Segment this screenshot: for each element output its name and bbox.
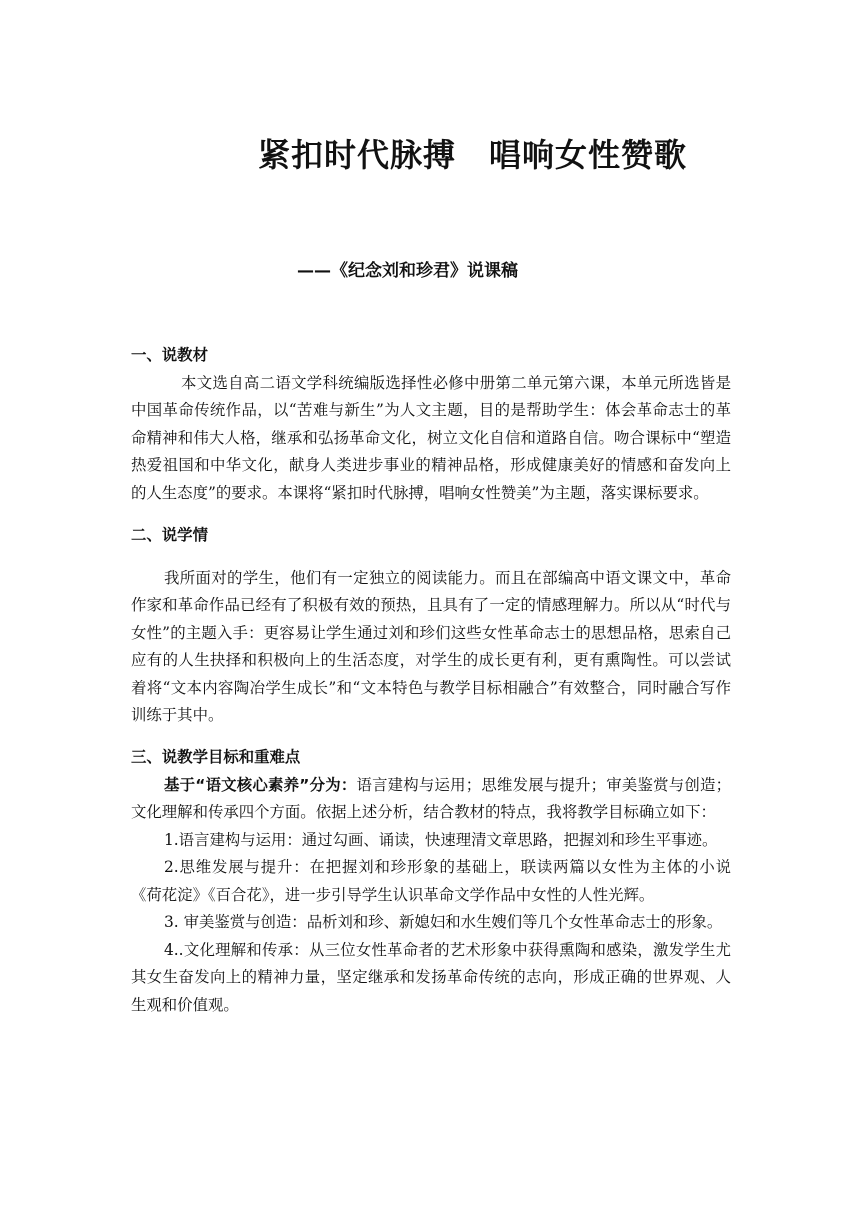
section-student-analysis (131, 522, 731, 730)
section-teaching-material (131, 342, 731, 507)
objective-item: 2.思维发展与提升：在把握刘和珍形象的基础上，联读两篇以女性为主体的小说《荷花淀》《百合花》，进一步引导学生认识革命文学作品中女性的人性光辉。 (131, 858, 731, 904)
document-subtitle: ——《纪念刘和珍君》说课稿 (297, 261, 518, 281)
paragraph (131, 772, 731, 827)
objective-item: 3. 审美鉴赏与创造：品析刘和珍、新媳妇和水生嫂们等几个女性革命志士的形象。 (164, 913, 723, 931)
objective-item: 4..文化理解和传承：从三位女性革命者的艺术形象中获得熏陶和感染，激发学生尤其女生奋发向上的精神力量，坚定继承和发扬革命传统的志向，形成正确的世界观、人生观和价值观。 (131, 940, 731, 1014)
section-teaching-objectives (131, 744, 731, 1019)
intro-text: 语言建构与运用；思维发展与提升；审美鉴赏与创造；文化理解和传承四个方面。依据上述分析，结合教材的特点，我将教学目标确立如下： (131, 775, 731, 821)
objective-item: 1.语言建构与运用：通过勾画、诵读，快速理清文章思路，把握刘和珍生平事迹。 (164, 830, 718, 849)
paragraph: 我所面对的学生，他们有一定独立的阅读能力。而且在部编高中语文课文中，革命作家和革命作品已经有了积极有效的预热，且具有了一定的情感理解力。所以从“时代与女性”的主题入手：更容易让学生通过刘和珍们这些女性革命志士的思想品格，思索自己应有的人生抉择和积极向上的生活态度，对学生的成长更有利，更有熏陶性。可以尝试着将“文本内容陶冶学生成长”和“文本特色与教学目标相融合”有效整合，同时融合写作训练于其中。 (131, 568, 731, 724)
bold-phrase: 基于“语文核心素养”分为： (164, 775, 357, 794)
section-heading: 三、说教学目标和重难点 (131, 748, 301, 766)
section-heading: 二、说学情 (131, 526, 208, 544)
document-title: 紧扣时代脉搏 唱响女性赞歌 (258, 136, 688, 174)
paragraph: 本文选自高二语文学科统编版选择性必修中册第二单元第六课，本单元所选皆是中国革命传统作品，以“苦难与新生”为人文主题，目的是帮助学生：体会革命志士的革命精神和伟大人格，继承和弘扬革命文化，树立文化自信和道路自信。吻合课标中“塑造热爱祖国和中华文化，献身人类进步事业的精神品格，形成健康美好的情感和奋发向上的人生态度”的要求。本课将“紧扣时代脉搏，唱响女性赞美”为主题，落实课标要求。 (131, 373, 731, 502)
section-heading: 一、说教材 (131, 346, 208, 364)
